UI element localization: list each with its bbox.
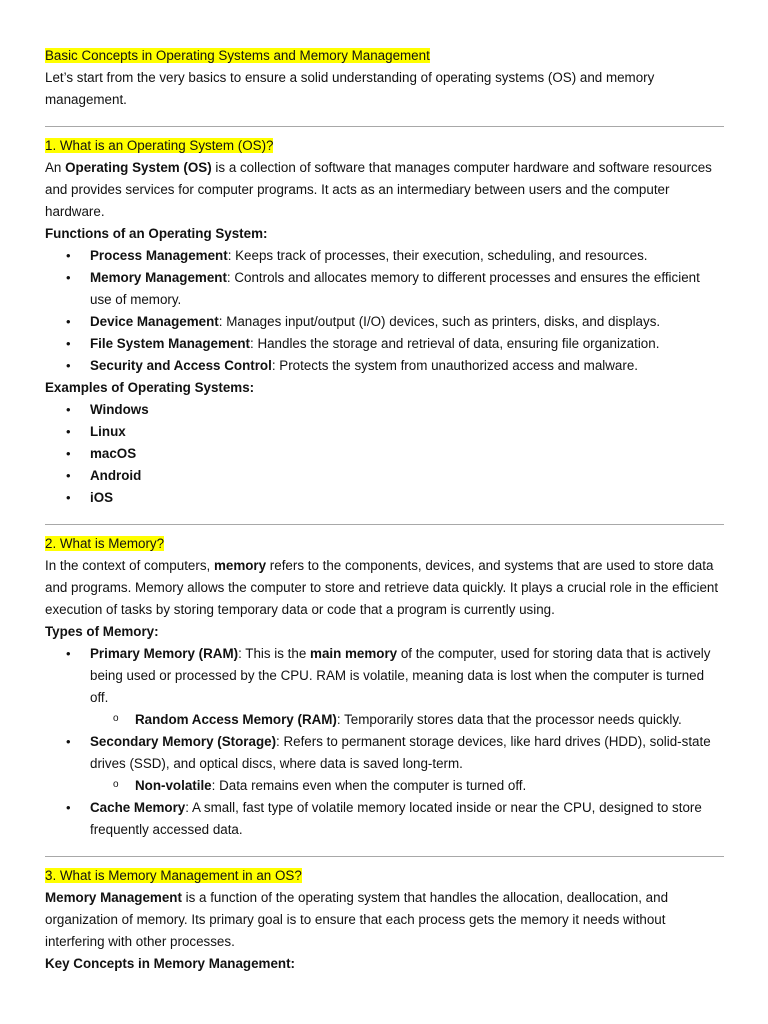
list-item: • File System Management: Handles the storage and retrieval of data, ensuring file organization. bbox=[45, 333, 724, 355]
key-concepts-label: Key Concepts in Memory Management: bbox=[45, 956, 296, 971]
examples-label: Examples of Operating Systems: bbox=[45, 380, 255, 395]
sub-list-item: o Non-volatile: Data remains even when the computer is turned off. bbox=[90, 775, 724, 797]
section-heading: 1. What is an Operating System (OS)? bbox=[45, 138, 274, 153]
section-heading: 3. What is Memory Management in an OS? bbox=[45, 868, 302, 883]
sub-list bbox=[90, 775, 724, 797]
memory-definition-paragraph: In the context of computers, memory refers to the components, devices, and systems that are used to store data and programs. Memory allows the computer to store and retrieve data quickly. It plays a crucial role in the efficient execution of tasks by storing temporary data or code that a program is currently using. bbox=[45, 558, 719, 617]
section-divider bbox=[45, 856, 724, 857]
section-memory-management bbox=[45, 865, 724, 975]
list-item: • Cache Memory: A small, fast type of volatile memory located inside or near the CPU, designed to store frequently accessed data. bbox=[45, 797, 724, 841]
list-item: • Windows bbox=[45, 399, 724, 421]
list-item: • macOS bbox=[45, 443, 724, 465]
section-divider bbox=[45, 126, 724, 127]
functions-label: Functions of an Operating System: bbox=[45, 226, 268, 241]
list-item: • Primary Memory (RAM): This is the main memory of the computer, used for storing data that is actively being used or processed by the CPU. RAM is volatile, meaning data is lost when the computer is turned off. o Random Access Memory (RAM): Temporarily stores data that the processor needs quickly. bbox=[45, 643, 724, 731]
sub-list bbox=[90, 709, 724, 731]
os-definition-paragraph: An Operating System (OS) is a collection of software that manages computer hardware and software resources and provides services for computer programs. It acts as an intermediary between users and the computer hardware. bbox=[45, 160, 712, 219]
section-heading: 2. What is Memory? bbox=[45, 536, 165, 551]
list-item: • iOS bbox=[45, 487, 724, 509]
section-operating-system bbox=[45, 135, 724, 509]
memory-management-paragraph: Memory Management is a function of the operating system that handles the allocation, deallocation, and organization of memory. Its primary goal is to ensure that each process gets the memory it needs without interfering with other processes. bbox=[45, 890, 669, 949]
section-memory bbox=[45, 533, 724, 841]
memory-types-list bbox=[45, 643, 724, 841]
list-item: • Memory Management: Controls and allocates memory to different processes and ensures the efficient use of memory. bbox=[45, 267, 724, 311]
list-item: • Secondary Memory (Storage): Refers to permanent storage devices, like hard drives (HDD), solid-state drives (SSD), and optical discs, where data is saved long-term. o Non-volatile: Data remains even when the computer is turned off. bbox=[45, 731, 724, 797]
section-divider bbox=[45, 524, 724, 525]
list-item: • Linux bbox=[45, 421, 724, 443]
list-item: • Device Management: Manages input/output (I/O) devices, such as printers, disks, and displays. bbox=[45, 311, 724, 333]
intro-paragraph: Let’s start from the very basics to ensure a solid understanding of operating systems (OS) and memory management. bbox=[45, 70, 655, 107]
sub-list-item: o Random Access Memory (RAM): Temporarily stores data that the processor needs quickly. bbox=[90, 709, 724, 731]
functions-list bbox=[45, 245, 724, 377]
list-item: • Security and Access Control: Protects the system from unauthorized access and malware. bbox=[45, 355, 724, 377]
list-item: • Android bbox=[45, 465, 724, 487]
examples-list bbox=[45, 399, 724, 509]
list-item: • Process Management: Keeps track of processes, their execution, scheduling, and resources. bbox=[45, 245, 724, 267]
types-label: Types of Memory: bbox=[45, 624, 159, 639]
document-title: Basic Concepts in Operating Systems and Memory Management bbox=[45, 48, 430, 63]
